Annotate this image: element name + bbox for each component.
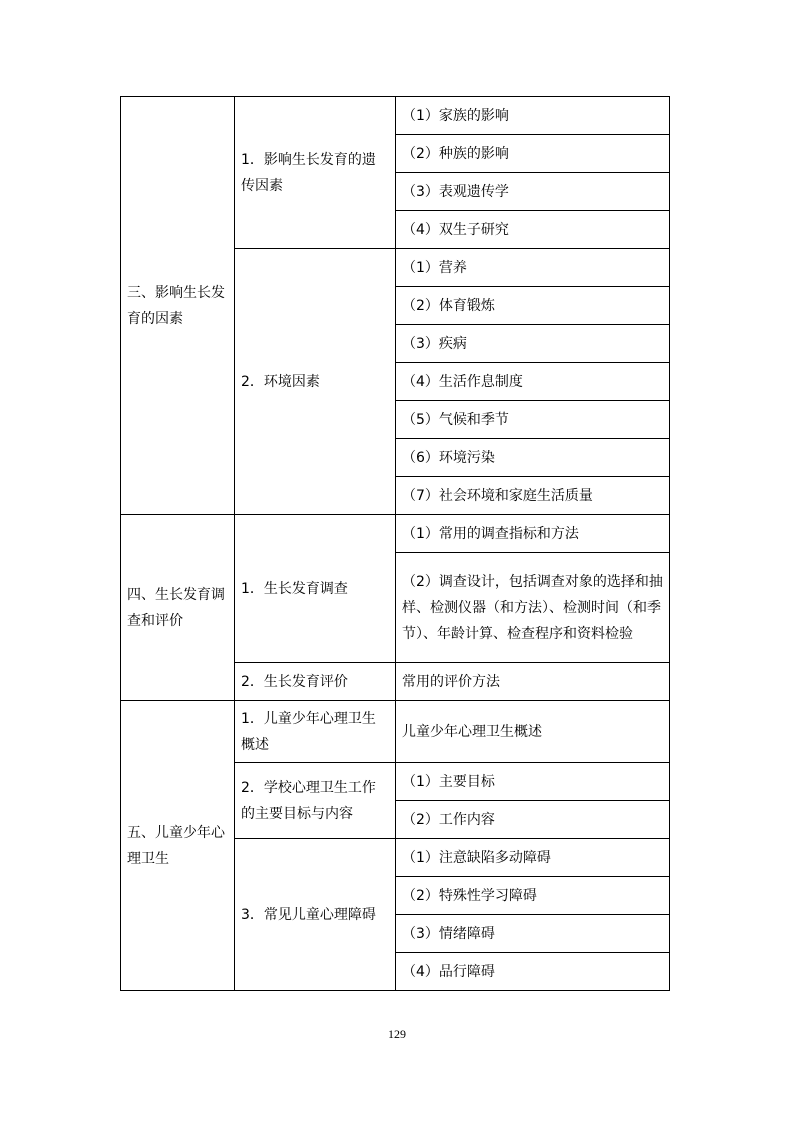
page-number: 129 (388, 1027, 406, 1041)
syllabus-table (120, 96, 670, 991)
item-cell: （2）种族的影响 (396, 135, 670, 173)
item-cell: （1）家族的影响 (396, 97, 670, 135)
item-cell: （4）生活作息制度 (396, 363, 670, 401)
table-row (121, 515, 670, 553)
item-cell: （2）调查设计，包括调查对象的选择和抽样、检测仪器（和方法）、检测时间（和季节）、年龄计算、检查程序和资料检验 (396, 553, 670, 663)
topic-title: 3．常见儿童心理障碍 (235, 839, 396, 991)
topic-title: 1．儿童少年心理卫生概述 (235, 701, 396, 763)
item-cell: （1）常用的调查指标和方法 (396, 515, 670, 553)
topic-title: 2．学校心理卫生工作的主要目标与内容 (235, 763, 396, 839)
item-cell: （2）体育锻炼 (396, 287, 670, 325)
section-title: 四、生长发育调查和评价 (121, 515, 235, 701)
item-cell: （3）疾病 (396, 325, 670, 363)
item-cell: （2）工作内容 (396, 801, 670, 839)
topic-title: 1．生长发育调查 (235, 515, 396, 663)
item-cell: （3）情绪障碍 (396, 915, 670, 953)
topic-title: 1．影响生长发育的遗传因素 (235, 97, 396, 249)
topic-title: 2．生长发育评价 (235, 663, 396, 701)
section-title: 五、儿童少年心理卫生 (121, 701, 235, 991)
item-cell: （7）社会环境和家庭生活质量 (396, 477, 670, 515)
item-cell: 常用的评价方法 (396, 663, 670, 701)
item-cell: （2）特殊性学习障碍 (396, 877, 670, 915)
item-cell: （1）注意缺陷多动障碍 (396, 839, 670, 877)
table-row (121, 701, 670, 763)
item-cell: （6）环境污染 (396, 439, 670, 477)
item-cell: （1）营养 (396, 249, 670, 287)
section-title: 三、影响生长发育的因素 (121, 97, 235, 515)
item-cell: （4）双生子研究 (396, 211, 670, 249)
item-cell: （5）气候和季节 (396, 401, 670, 439)
item-cell: （4）品行障碍 (396, 953, 670, 991)
item-cell: 儿童少年心理卫生概述 (396, 701, 670, 763)
item-cell: （1）主要目标 (396, 763, 670, 801)
item-cell: （3）表观遗传学 (396, 173, 670, 211)
table-row (121, 97, 670, 135)
topic-title: 2．环境因素 (235, 249, 396, 515)
